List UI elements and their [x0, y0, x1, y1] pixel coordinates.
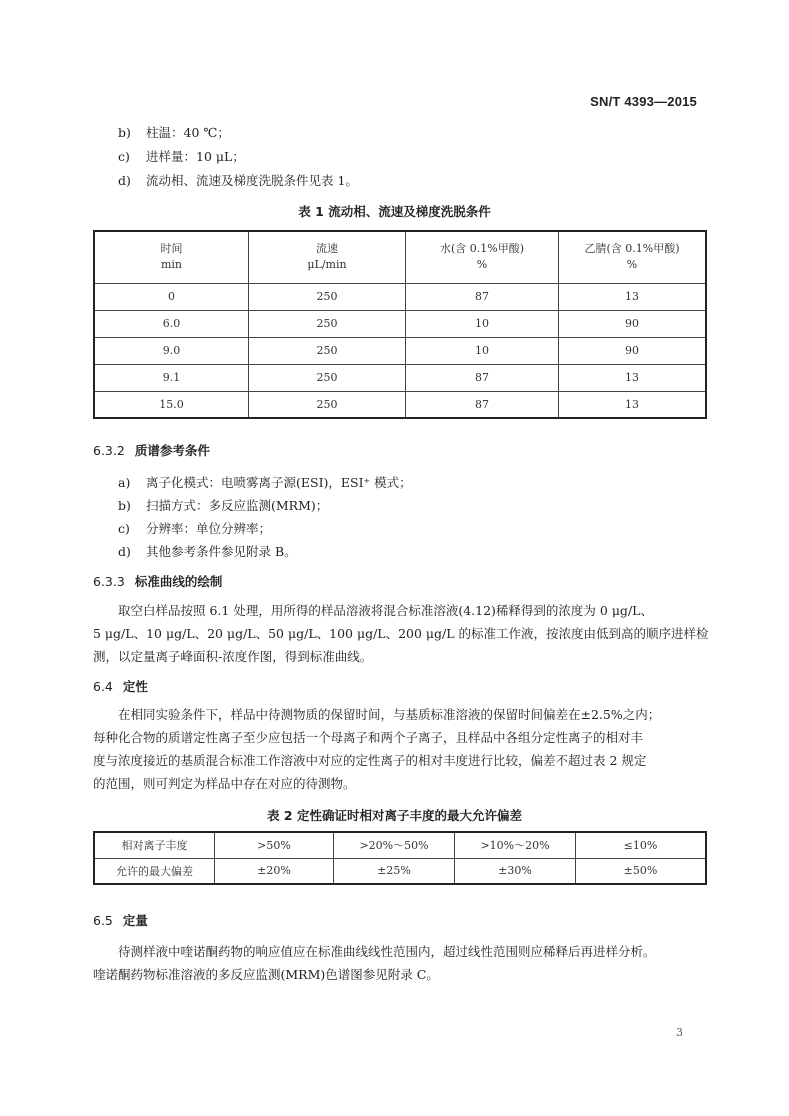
- table-cell: 13: [559, 283, 707, 310]
- table-cell: ±25%: [334, 858, 455, 884]
- table-cell: ±50%: [576, 858, 707, 884]
- paragraph-line: 每种化合物的质谱定性离子至少应包括一个母离子和两个子离子，且样品中各组分定性离子的相对丰: [93, 730, 644, 745]
- table2-caption: 表 2 定性确证时相对离子丰度的最大允许偏差: [267, 808, 522, 823]
- paragraph-line: 测，以定量离子峰面积-浓度作图，得到标准曲线。: [93, 649, 373, 664]
- paragraph-line: 在相同实验条件下，样品中待测物质的保留时间，与基质标准溶液的保留时间偏差在±2.5%之内；: [118, 707, 661, 722]
- table-cell: 9.1: [94, 364, 249, 391]
- document-code: SN/T 4393—2015: [590, 94, 697, 109]
- table-cell: 10: [406, 337, 559, 364]
- paragraph-line: 的范围，则可判定为样品中存在对应的待测物。: [93, 776, 356, 791]
- table-header-cell: 流速 μL/min: [249, 231, 406, 283]
- table-cell: 允许的最大偏差: [94, 858, 215, 884]
- table2: [93, 831, 707, 885]
- table-header-row: [94, 231, 706, 283]
- table-row: [94, 858, 706, 884]
- paragraph-line: 喹诺酮药物标准溶液的多反应监测(MRM)色谱图参见附录 C。: [93, 967, 439, 982]
- table-cell: 87: [406, 391, 559, 418]
- table-cell: 90: [559, 337, 707, 364]
- paragraph-line: 取空白样品按照 6.1 处理，用所得的样品溶液将混合标准溶液(4.12)稀释得到的浓度为 0 μg/L、: [118, 603, 653, 618]
- table-row: [94, 832, 706, 858]
- list-item: c) 分辨率：单位分辨率；: [118, 521, 272, 536]
- table-cell: ±30%: [455, 858, 576, 884]
- table-header-cell: 乙腈(含 0.1%甲酸) %: [559, 231, 707, 283]
- table-cell: 250: [249, 310, 406, 337]
- table1: [93, 230, 707, 419]
- table-cell: ±20%: [215, 858, 334, 884]
- list-item: b) 柱温：40 ℃；: [118, 125, 230, 140]
- list-item: b) 扫描方式：多反应监测(MRM)；: [118, 498, 329, 513]
- table-cell: >20%～50%: [334, 832, 455, 858]
- list-item: d) 其他参考条件参见附录 B。: [118, 544, 297, 559]
- table-cell: 相对离子丰度: [94, 832, 215, 858]
- section-heading: 6.3.2 质谱参考条件: [93, 443, 210, 458]
- table-row: [94, 337, 706, 364]
- table-cell: 250: [249, 364, 406, 391]
- table-row: [94, 283, 706, 310]
- section-heading: 6.5 定量: [93, 913, 148, 928]
- table-cell: 10: [406, 310, 559, 337]
- table-cell: 87: [406, 364, 559, 391]
- table-row: [94, 364, 706, 391]
- table-cell: 9.0: [94, 337, 249, 364]
- table-cell: 90: [559, 310, 707, 337]
- table-cell: 13: [559, 391, 707, 418]
- table1-caption: 表 1 流动相、流速及梯度洗脱条件: [298, 204, 491, 219]
- table-row: [94, 310, 706, 337]
- table-cell: ≤10%: [576, 832, 707, 858]
- paragraph-line: 待测样液中喹诺酮药物的响应值应在标准曲线线性范围内，超过线性范围则应稀释后再进样分析。: [118, 944, 656, 959]
- table-cell: 250: [249, 391, 406, 418]
- table-cell: 0: [94, 283, 249, 310]
- table-cell: 87: [406, 283, 559, 310]
- paragraph-line: 度与浓度接近的基质混合标准工作溶液中对应的定性离子的相对丰度进行比较，偏差不超过表 2 规定: [93, 753, 647, 768]
- table-cell: 250: [249, 337, 406, 364]
- section-heading: 6.3.3 标准曲线的绘制: [93, 574, 223, 589]
- table-header-cell: 时间 min: [94, 231, 249, 283]
- table-cell: 13: [559, 364, 707, 391]
- section-heading: 6.4 定性: [93, 679, 148, 694]
- list-item: a) 离子化模式：电喷雾离子源(ESI)，ESI⁺ 模式；: [118, 475, 412, 490]
- paragraph-line: 5 μg/L、10 μg/L、20 μg/L、50 μg/L、100 μg/L、200 μg/L 的标准工作液，按浓度由低到高的顺序进样检: [93, 626, 709, 641]
- table-header-cell: 水(含 0.1%甲酸) %: [406, 231, 559, 283]
- table-cell: 250: [249, 283, 406, 310]
- table-cell: >50%: [215, 832, 334, 858]
- table-cell: 6.0: [94, 310, 249, 337]
- table-cell: 15.0: [94, 391, 249, 418]
- list-item: d) 流动相、流速及梯度洗脱条件见表 1。: [118, 173, 358, 188]
- list-item: c) 进样量：10 μL；: [118, 149, 245, 164]
- table-row: [94, 391, 706, 418]
- page-number: 3: [676, 1026, 683, 1039]
- table-cell: >10%～20%: [455, 832, 576, 858]
